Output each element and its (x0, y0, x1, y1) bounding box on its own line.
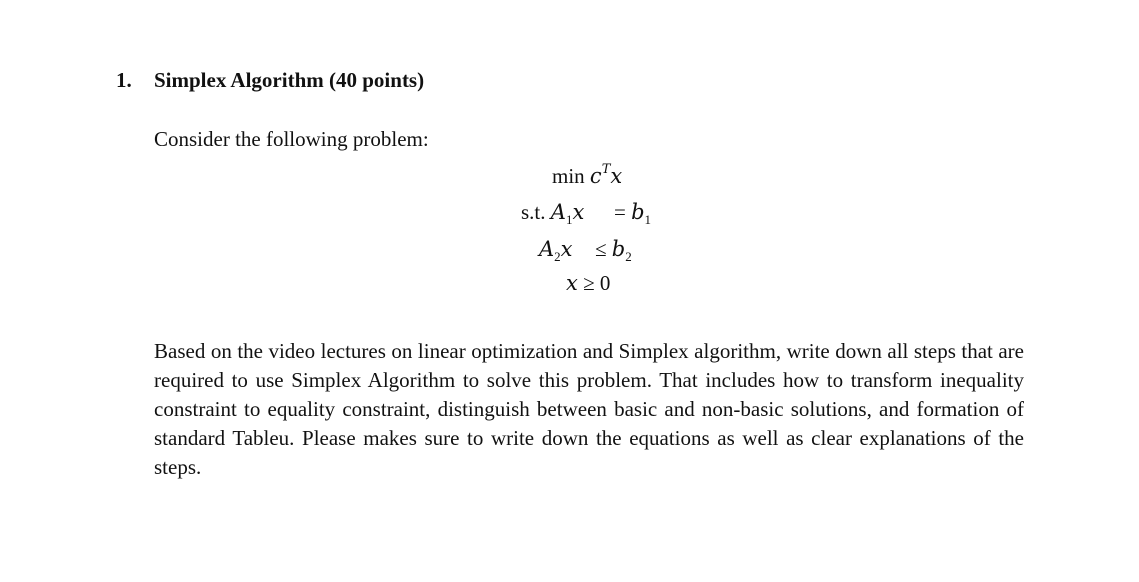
intro-text: Consider the following problem: (154, 127, 429, 151)
constraint-1-variable: x (572, 200, 585, 224)
constraint-2-rhs-vector: b (611, 237, 626, 261)
constraint-1-rhs (614, 202, 651, 226)
constraint-1-relation: = (614, 200, 626, 224)
constraint-2-variable: x (560, 237, 573, 261)
cost-vector: c (589, 164, 602, 188)
constraint-2-rhs (595, 239, 632, 263)
question-title: Simplex Algorithm (40 points) (154, 68, 425, 92)
nonneg-variable: x (566, 271, 578, 295)
constraint-1-matrix-sub: 1 (565, 212, 573, 228)
min-keyword: min (552, 164, 585, 188)
question-number: 1. (116, 68, 132, 92)
objective-line (552, 164, 622, 187)
constraint-2-matrix-sub: 2 (554, 249, 561, 265)
constraint-2-line (539, 239, 573, 263)
nonneg-relation: ≥ (583, 271, 595, 295)
instructions-paragraph: Based on the video lectures on linear optimization and Simplex algorithm, write down all steps that are required to use Simplex Algorithm to solve this problem. That includes how to transform inequality constraint to equality constraint, distinguish between basic and non-basic solutions, and formation of standard Tableu. Please makes sure to write down the equations as well as clear explanations of the steps. (154, 339, 1024, 479)
constraint-2-rhs-sub: 2 (625, 249, 632, 265)
constraint-1-line (521, 202, 584, 226)
nonnegativity-line (566, 273, 610, 294)
objective-variable: x (610, 164, 623, 188)
constraint-1-matrix: A (550, 200, 566, 224)
nonneg-value: 0 (599, 271, 611, 295)
question-heading (116, 68, 424, 93)
constraint-1-rhs-vector: b (631, 200, 645, 224)
constraint-2-relation: ≤ (595, 237, 607, 261)
constraint-2-matrix: A (539, 237, 555, 261)
subject-to-label: s.t. (521, 200, 546, 224)
constraint-1-rhs-sub: 1 (644, 212, 652, 228)
transpose-mark: T (601, 162, 611, 177)
